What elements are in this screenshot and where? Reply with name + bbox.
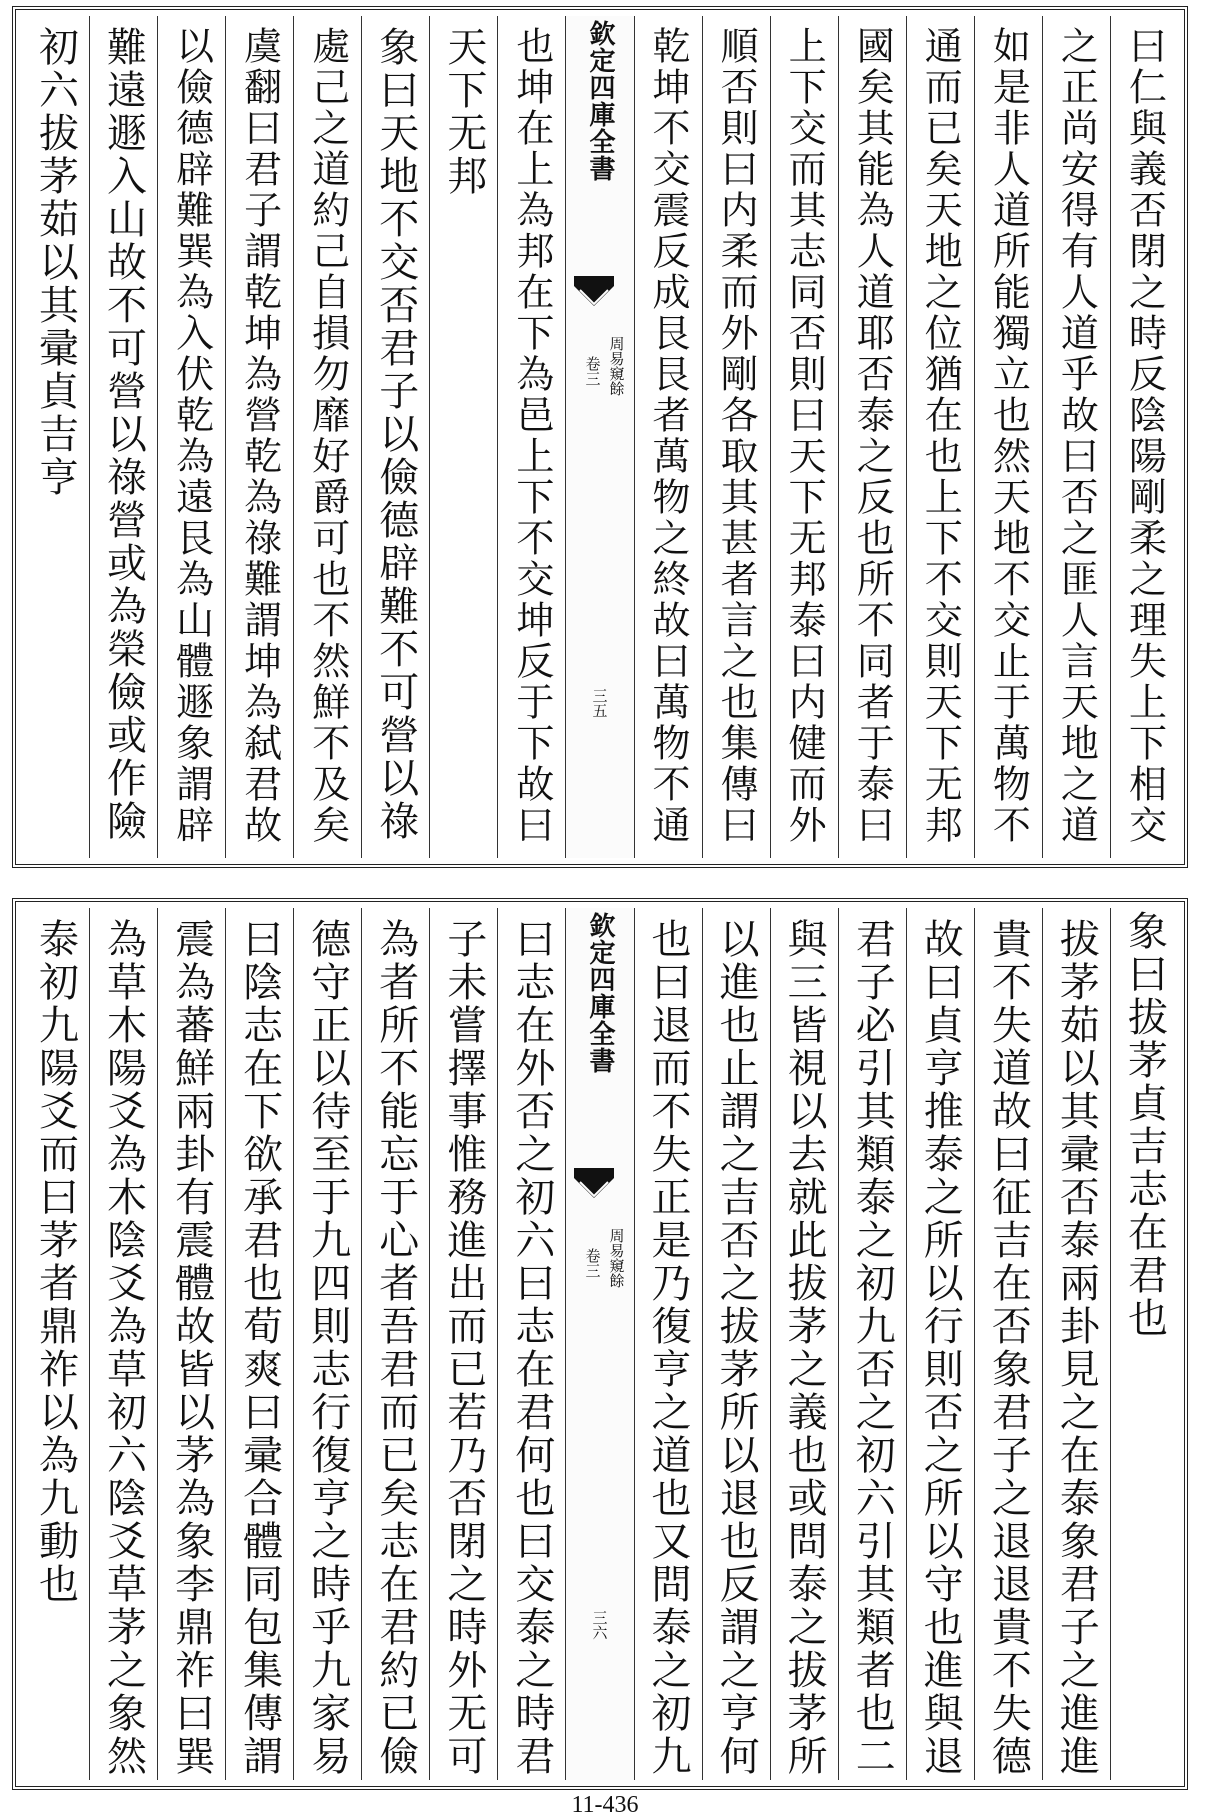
book-series-title: 欽定四庫全書 [584,20,615,182]
page-number: 11-436 [571,1792,639,1818]
text-column [906,908,974,1780]
volume-label: 卷三 [583,1248,602,1278]
column-text: 如是非人道所能獨立也然天地不交止于萬物不 [986,26,1031,846]
text-column [702,16,770,858]
column-text: 震為蕃鮮兩卦有震體故皆以茅為象李鼎祚曰巽 [168,918,215,1778]
folio-number: 三六 [590,1610,609,1640]
column-text: 泰初九陽爻而曰茅者鼎祚以為九動也 [32,918,79,1606]
text-column [702,908,770,1780]
text-column [906,16,974,858]
text-column [225,16,293,858]
book-title: 周易窺餘 [607,1228,626,1288]
text-column [770,908,838,1780]
text-column [1110,908,1178,1780]
text-column [293,16,361,858]
column-text: 德守正以待至于九四則志行復亨之時乎九家易 [304,918,351,1778]
column-text: 曰志在外否之初六曰志在君何也曰交泰之時君 [508,918,555,1778]
folio-number: 三五 [590,688,609,718]
column-text: 也曰退而不失正是乃復亨之道也又問泰之初九 [645,918,692,1778]
column-text: 君子必引其類泰之初九否之初六引其類者也二 [849,918,896,1778]
column-text: 貴不失道故曰征吉在否象君子之退退貴不失德 [985,918,1032,1778]
text-column [497,16,565,858]
text-column [293,908,361,1780]
text-column [634,16,702,858]
fish-tail-mark-icon [574,276,614,312]
column-text: 處己之道約己自損勿靡好爵可也不然鮮不及矣 [305,26,350,846]
column-text: 乾坤不交震反成艮艮者萬物之終故曰萬物不通 [646,26,691,846]
book-title: 周易窺餘 [607,336,626,396]
upper-page [12,6,1188,868]
column-text: 虞翻曰君子謂乾坤為營乾為祿難謂坤為弑君故 [237,26,282,846]
fish-tail-mark-icon [574,1168,614,1204]
center-fold [565,16,633,858]
column-text: 之正尚安得有人道乎故曰否之匪人言天地之道 [1054,26,1099,846]
column-text: 為草木陽爻為木陰爻為草初六陰爻草茅之象然 [100,918,147,1778]
text-column [838,16,906,858]
text-column [838,908,906,1780]
column-text: 子未嘗擇事惟務進出而已若乃否閉之時外无可 [440,918,487,1778]
column-text: 上下交而其志同否則曰天下无邦泰曰内健而外 [782,26,827,846]
lower-page [12,898,1188,1790]
text-column [974,16,1042,858]
column-text: 拔茅茹以其彚否泰兩卦見之在泰象君子之進進 [1053,918,1100,1778]
text-column [770,16,838,858]
volume-label: 卷三 [583,356,602,386]
column-text: 國矣其能為人道耶否泰之反也所不同者于泰曰 [850,26,895,846]
column-text: 為者所不能忘于心者吾君而已矣志在君約已儉 [372,918,419,1778]
text-column [497,908,565,1780]
text-column [22,908,89,1780]
text-column [157,908,225,1780]
column-text: 曰陰志在下欲承君也荀爽曰彚合體同包集傳謂 [236,918,283,1778]
column-text: 以進也止謂之吉否之拔茅所以退也反謂之亨何 [713,918,760,1778]
text-column [225,908,293,1780]
text-column [429,16,497,858]
column-text: 故曰貞亨推泰之所以行則否之所以守也進與退 [917,918,964,1778]
text-column [1110,16,1178,858]
text-column [1042,908,1110,1780]
column-text: 初六拔茅茹以其彚貞吉亨 [32,26,79,499]
text-column [634,908,702,1780]
column-text: 難遠遯入山故不可營以祿營或為榮儉或作險 [100,26,147,843]
text-column [361,16,429,858]
column-text: 天下无邦 [440,26,487,198]
column-text: 通而已矣天地之位猶在也上下不交則天下无邦 [918,26,963,846]
column-text: 象曰拔茅貞吉志在君也 [1121,910,1168,1340]
column-text: 象曰天地不交否君子以儉德辟難不可營以祿 [372,26,419,843]
column-text: 也坤在上為邦在下為邑上下不交坤反于下故曰 [509,26,554,846]
text-column [157,16,225,858]
center-fold [565,908,633,1780]
text-column [974,908,1042,1780]
book-series-title: 欽定四庫全書 [584,912,615,1074]
text-column [429,908,497,1780]
text-column [89,16,157,858]
text-column [361,908,429,1780]
text-column [1042,16,1110,858]
text-column [22,16,89,858]
column-text: 順否則曰内柔而外剛各取其甚者言之也集傳曰 [714,26,759,846]
column-text: 以儉德辟難巽為入伏乾為遠艮為山體遯象謂辟 [169,26,214,846]
column-text: 曰仁與義否閉之時反陰陽剛柔之理失上下相交 [1122,26,1167,846]
column-text: 與三皆視以去就此拔茅之義也或問泰之拔茅所 [781,918,828,1778]
text-column [89,908,157,1780]
